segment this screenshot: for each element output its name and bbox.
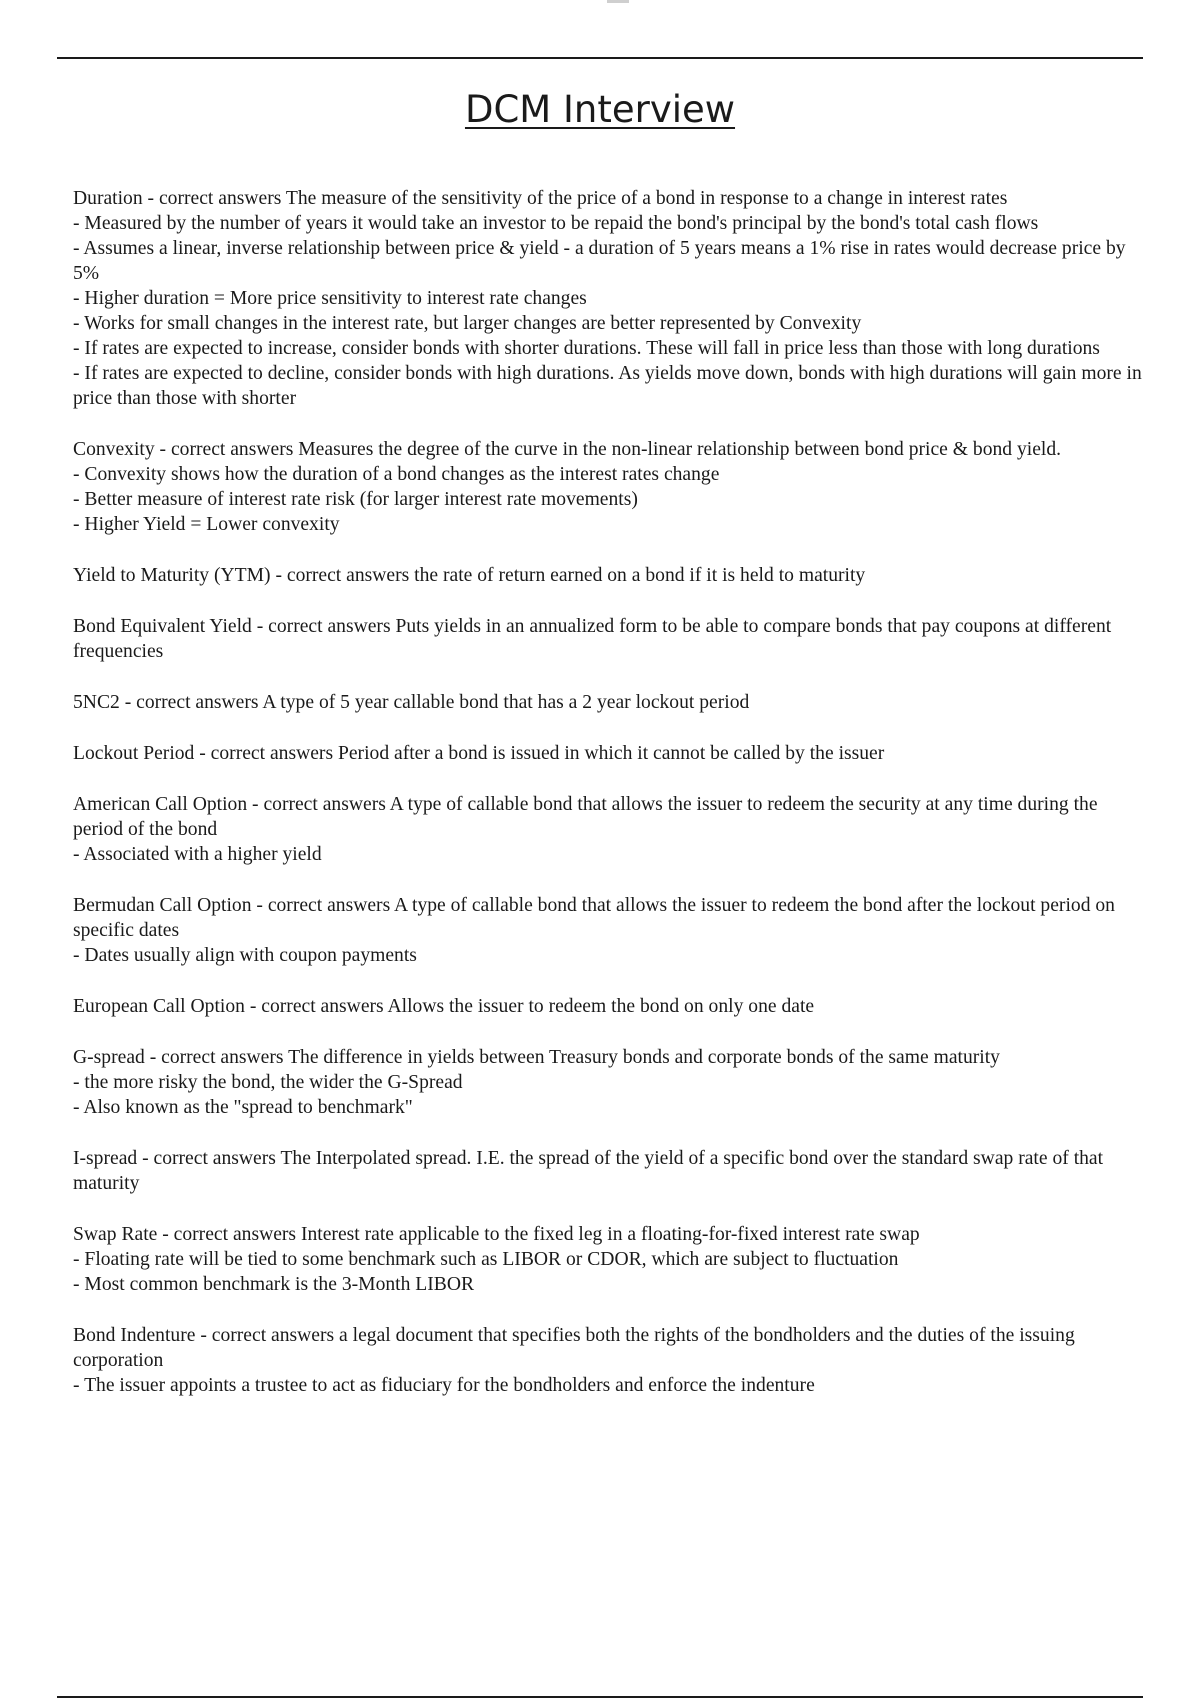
term-note: - If rates are expected to increase, consider bonds with shorter durations. These will fall in price less than those with long durations <box>73 338 1100 359</box>
term-entry <box>73 437 1148 537</box>
term-note: - Dates usually align with coupon payments <box>73 945 417 966</box>
term-definition: Convexity - correct answers Measures the degree of the curve in the non-linear relationship between bond price & bond yield. <box>73 439 1062 460</box>
term-definition: Bond Indenture - correct answers a legal document that specifies both the rights of the bondholders and the duties of the issuing corporation <box>73 1325 1075 1371</box>
term-definition: 5NC2 - correct answers A type of 5 year callable bond that has a 2 year lockout period <box>73 692 750 713</box>
term-note: - the more risky the bond, the wider the G-Spread <box>73 1072 463 1093</box>
term-definition: Lockout Period - correct answers Period after a bond is issued in which it cannot be called by the issuer <box>73 743 885 764</box>
term-entry <box>73 690 1148 715</box>
term-definition: G-spread - correct answers The difference in yields between Treasury bonds and corporate bonds of the same maturity <box>73 1047 1000 1068</box>
term-note: - Most common benchmark is the 3-Month LIBOR <box>73 1274 475 1295</box>
term-entry <box>73 186 1148 411</box>
term-definition: I-spread - correct answers The Interpolated spread. I.E. the spread of the yield of a specific bond over the standard swap rate of that maturity <box>73 1148 1104 1194</box>
term-entry <box>73 741 1148 766</box>
term-note: - Associated with a higher yield <box>73 844 322 865</box>
term-definition: Duration - correct answers The measure of the sensitivity of the price of a bond in response to a change in interest rates <box>73 188 1008 209</box>
term-note: - Also known as the "spread to benchmark" <box>73 1097 413 1118</box>
term-note: - Higher Yield = Lower convexity <box>73 514 340 535</box>
document-body <box>73 186 1148 1424</box>
term-entry <box>73 614 1148 664</box>
term-entry <box>73 1323 1148 1398</box>
term-entry <box>73 994 1148 1019</box>
term-note: - Measured by the number of years it would take an investor to be repaid the bond's principal by the bond's total cash flows <box>73 213 1039 234</box>
header-mark <box>607 0 629 3</box>
term-entry <box>73 792 1148 867</box>
term-note: - Floating rate will be tied to some benchmark such as LIBOR or CDOR, which are subject to fluctuation <box>73 1249 899 1270</box>
term-entry <box>73 563 1148 588</box>
term-note: - Assumes a linear, inverse relationship between price & yield - a duration of 5 years means a 1% rise in rates would decrease price by 5% <box>73 238 1126 284</box>
term-entry <box>73 893 1148 968</box>
term-note: - The issuer appoints a trustee to act as fiduciary for the bondholders and enforce the indenture <box>73 1375 815 1396</box>
term-note: - Higher duration = More price sensitivity to interest rate changes <box>73 288 587 309</box>
term-entry <box>73 1222 1148 1297</box>
term-note: - Convexity shows how the duration of a bond changes as the interest rates change <box>73 464 720 485</box>
term-definition: American Call Option - correct answers A type of callable bond that allows the issuer to redeem the security at any time during the period of the bond <box>73 794 1098 840</box>
term-entry <box>73 1146 1148 1196</box>
term-definition: European Call Option - correct answers Allows the issuer to redeem the bond on only one date <box>73 996 815 1017</box>
term-note: - If rates are expected to decline, consider bonds with high durations. As yields move down, bonds with high durations will gain more in price than those with shorter <box>73 363 1142 409</box>
bottom-rule <box>57 1696 1143 1698</box>
term-definition: Yield to Maturity (YTM) - correct answers the rate of return earned on a bond if it is held to maturity <box>73 565 866 586</box>
top-rule <box>57 57 1143 59</box>
term-note: - Works for small changes in the interest rate, but larger changes are better represented by Convexity <box>73 313 862 334</box>
term-definition: Bond Equivalent Yield - correct answers Puts yields in an annualized form to be able to compare bonds that pay coupons at different frequencies <box>73 616 1112 662</box>
term-entry <box>73 1045 1148 1120</box>
term-note: - Better measure of interest rate risk (for larger interest rate movements) <box>73 489 638 510</box>
term-definition: Swap Rate - correct answers Interest rate applicable to the fixed leg in a floating-for-fixed interest rate swap <box>73 1224 920 1245</box>
page-title: DCM Interview <box>464 88 736 131</box>
term-definition: Bermudan Call Option - correct answers A type of callable bond that allows the issuer to redeem the bond after the lockout period on specific dates <box>73 895 1115 941</box>
